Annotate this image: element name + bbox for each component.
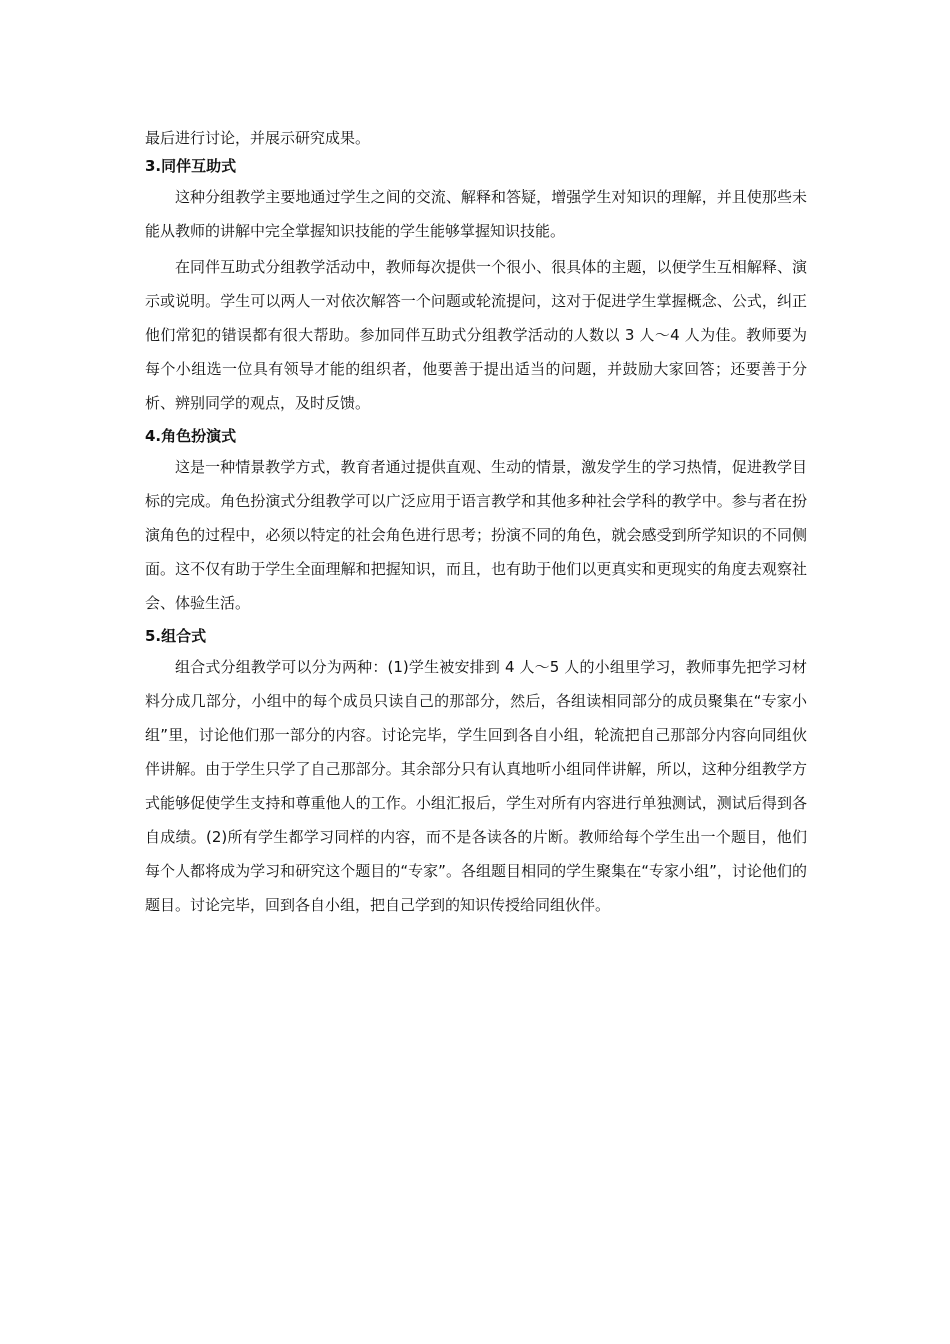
paragraph-peer-assist-1: 这种分组教学主要地通过学生之间的交流、解释和答疑，增强学生对知识的理解，并且使那些未能从教师的讲解中完全掌握知识技能的学生能够掌握知识技能。	[145, 188, 807, 240]
section-heading-combination: 5.组合式	[145, 627, 207, 645]
section-heading-role-play: 4.角色扮演式	[145, 427, 237, 445]
intro-line: 最后进行讨论，并展示研究成果。	[145, 129, 371, 147]
paragraph-combination-1: 组合式分组教学可以分为两种：(1)学生被安排到 4 人～5 人的小组里学习，教师事先把学习材料分成几部分，小组中的每个成员只读自己的那部分，然后，各组读相同部分的成员聚集在“专家小组”里，讨论他们那一部分的内容。讨论完毕，学生回到各自小组，轮流把自己那部分内容向同组伙伴讲解。由于学生只学了自己那部分。其余部分只有认真地听小组同伴讲解，所以，这种分组教学方式能够促使学生支持和尊重他人的工作。小组汇报后，学生对所有内容进行单独测试，测试后得到各自成绩。(2)所有学生都学习同样的内容，而不是各读各的片断。教师给每个学生出一个题目，他们每个人都将成为学习和研究这个题目的“专家”。各组题目相同的学生聚集在“专家小组”，讨论他们的题目。讨论完毕，回到各自小组，把自己学到的知识传授给同组伙伴。	[145, 658, 807, 914]
paragraph-role-play-1: 这是一种情景教学方式，教育者通过提供直观、生动的情景，激发学生的学习热情，促进教学目标的完成。角色扮演式分组教学可以广泛应用于语言教学和其他多种社会学科的教学中。参与者在扮演角色的过程中，必须以特定的社会角色进行思考；扮演不同的角色，就会感受到所学知识的不同侧面。这不仅有助于学生全面理解和把握知识，而且，也有助于他们以更真实和更现实的角度去观察社会、体验生活。	[145, 458, 807, 612]
paragraph-peer-assist-2: 在同伴互助式分组教学活动中，教师每次提供一个很小、很具体的主题，以便学生互相解释、演示或说明。学生可以两人一对依次解答一个问题或轮流提问，这对于促进学生掌握概念、公式，纠正他们常犯的错误都有很大帮助。参加同伴互助式分组教学活动的人数以 3 人～4 人为佳。教师要为每个小组选一位具有领导才能的组织者，他要善于提出适当的问题，并鼓励大家回答；还要善于分析、辨别同学的观点，及时反馈。	[145, 258, 807, 412]
section-heading-peer-assist: 3.同伴互助式	[145, 157, 237, 175]
document-body	[145, 124, 807, 924]
